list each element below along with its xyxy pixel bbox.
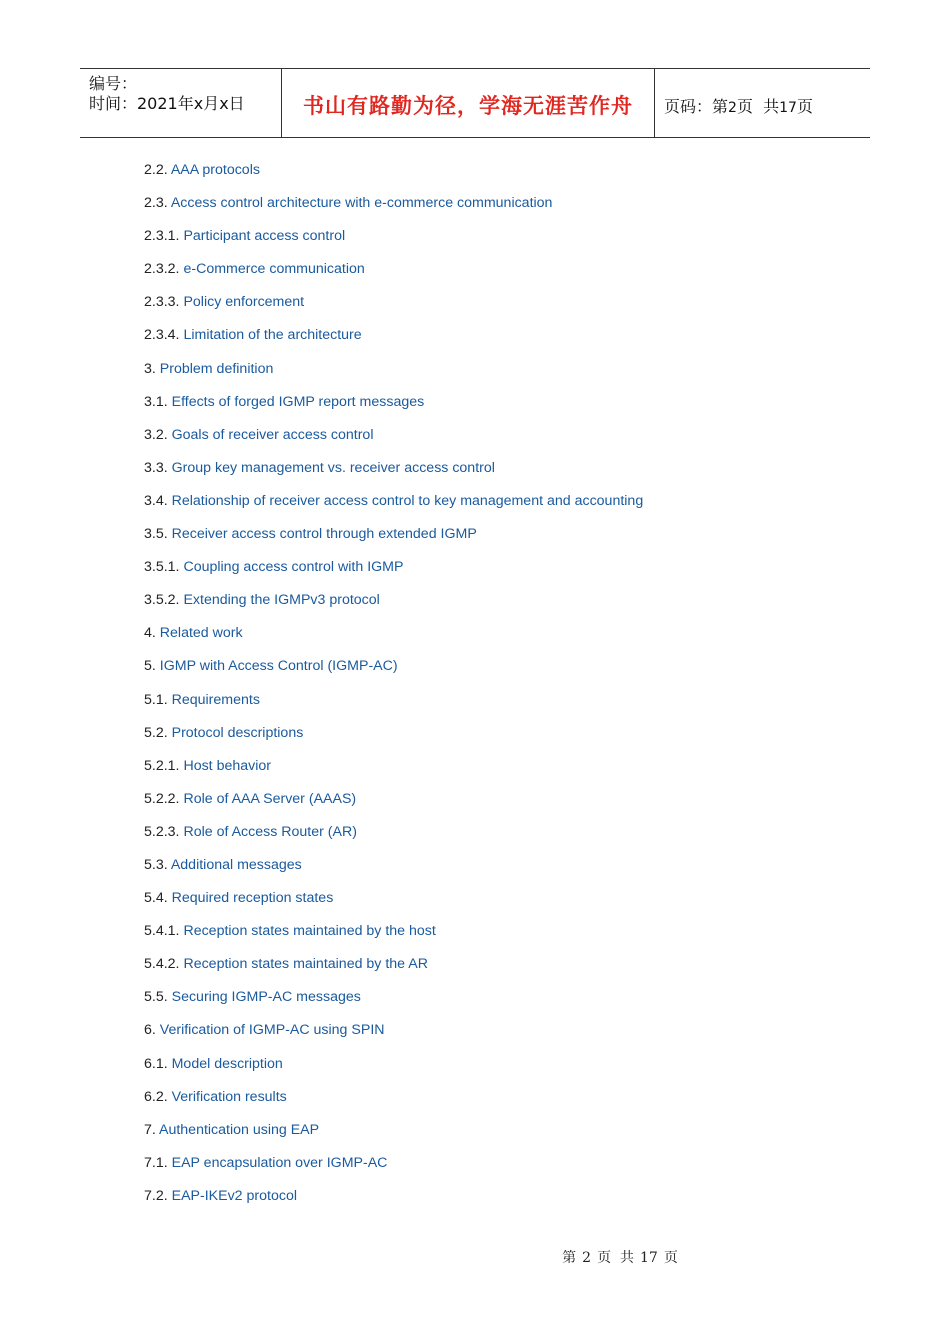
toc-entry-number: 5.3. xyxy=(144,856,171,873)
toc-entry[interactable] xyxy=(144,822,864,855)
footer-prefix: 第 xyxy=(562,1250,577,1266)
toc-entry[interactable] xyxy=(144,590,864,623)
toc-entry[interactable] xyxy=(144,888,864,921)
page-prefix: 页码：第 xyxy=(664,97,729,116)
toc-entry-number: 5.2.1. xyxy=(144,757,184,774)
toc-entry[interactable] xyxy=(144,160,864,193)
toc-entry-number: 7.2. xyxy=(144,1187,172,1204)
toc-entry[interactable] xyxy=(144,1153,864,1186)
toc-entry[interactable] xyxy=(144,1087,864,1120)
header-meta-cell xyxy=(80,69,282,137)
toc-entry-link[interactable]: Reception states maintained by the host xyxy=(183,923,436,940)
toc-entry-number: 3.1. xyxy=(144,393,172,410)
toc-entry[interactable] xyxy=(144,1186,864,1219)
toc-entry-link[interactable]: Access control architecture with e-commerce communication xyxy=(170,195,553,212)
toc-entry-link[interactable]: Verification of IGMP-AC using SPIN xyxy=(159,1022,385,1039)
toc-entry[interactable] xyxy=(144,987,864,1020)
toc-entry-link[interactable]: EAP-IKEv2 protocol xyxy=(171,1187,297,1204)
toc-entry-number: 2.3.4. xyxy=(144,327,184,344)
page-mid: 页 共 xyxy=(736,97,780,116)
toc-entry[interactable] xyxy=(144,1020,864,1053)
toc-entry-link[interactable]: Additional messages xyxy=(170,856,302,873)
toc-entry-link[interactable]: Authentication using EAP xyxy=(159,1121,320,1138)
toc-entry[interactable] xyxy=(144,458,864,491)
toc-entry-link[interactable]: AAA protocols xyxy=(170,162,260,178)
page-header xyxy=(80,68,870,138)
toc-entry-number: 5.4.1. xyxy=(144,923,184,940)
toc-entry-link[interactable]: Related work xyxy=(159,625,243,642)
toc-entry-link[interactable]: Reception states maintained by the AR xyxy=(183,956,428,973)
toc-entry-link[interactable]: Receiver access control through extended IGMP xyxy=(171,526,477,543)
toc-entry-number: 6. xyxy=(144,1022,160,1039)
toc-entry-number: 2.3.2. xyxy=(144,261,184,278)
toc-entry-number: 2.2. xyxy=(144,162,171,178)
toc-entry-number: 5. xyxy=(144,658,160,675)
toc-entry-link[interactable]: Protocol descriptions xyxy=(171,724,304,741)
toc-entry-link[interactable]: EAP encapsulation over IGMP-AC xyxy=(171,1154,388,1171)
toc-entry-number: 5.2.3. xyxy=(144,823,184,840)
toc-entry[interactable] xyxy=(144,557,864,590)
toc-entry[interactable] xyxy=(144,723,864,756)
toc-entry-link[interactable]: Group key management vs. receiver access control xyxy=(171,459,495,476)
toc-entry[interactable] xyxy=(144,359,864,392)
toc-entry-number: 3.5.2. xyxy=(144,592,184,609)
toc-entry[interactable] xyxy=(144,259,864,292)
toc-entry-number: 3.3. xyxy=(144,459,172,476)
toc-entry[interactable] xyxy=(144,954,864,987)
toc-entry[interactable] xyxy=(144,325,864,358)
toc-entry-link[interactable]: e-Commerce communication xyxy=(183,261,365,278)
footer-total: 17 xyxy=(640,1250,658,1266)
toc-entry-number: 2.3. xyxy=(144,195,171,212)
toc-entry[interactable] xyxy=(144,623,864,656)
toc-entry-number: 3.5.1. xyxy=(144,559,184,576)
toc-entry-link[interactable]: Model description xyxy=(171,1055,283,1072)
footer-mid: 页 共 xyxy=(597,1250,634,1266)
toc-entry-link[interactable]: Coupling access control with IGMP xyxy=(183,559,404,576)
toc-entry[interactable] xyxy=(144,491,864,524)
header-motto-cell xyxy=(282,69,655,137)
table-of-contents xyxy=(144,160,864,1219)
toc-entry-number: 2.3.3. xyxy=(144,294,184,311)
toc-entry[interactable] xyxy=(144,425,864,458)
toc-entry-number: 3. xyxy=(144,360,160,377)
toc-entry[interactable] xyxy=(144,1054,864,1087)
toc-entry-number: 3.5. xyxy=(144,526,172,543)
toc-entry-link[interactable]: Limitation of the architecture xyxy=(183,327,362,344)
toc-entry[interactable] xyxy=(144,226,864,259)
footer-suffix: 页 xyxy=(663,1250,678,1266)
page-total: 17 xyxy=(779,100,797,116)
toc-entry-number: 7. xyxy=(144,1121,159,1138)
toc-entry[interactable] xyxy=(144,756,864,789)
toc-entry-number: 5.2. xyxy=(144,724,172,741)
toc-entry-number: 2.3.1. xyxy=(144,228,184,245)
footer-page-num: 2 xyxy=(582,1250,592,1266)
toc-entry[interactable] xyxy=(144,1120,864,1153)
toc-entry[interactable] xyxy=(144,690,864,723)
toc-entry-number: 5.1. xyxy=(144,691,172,708)
toc-entry-number: 6.1. xyxy=(144,1055,172,1072)
toc-entry-link[interactable]: Requirements xyxy=(171,691,260,708)
page-suffix: 页 xyxy=(796,97,813,116)
toc-entry-number: 4. xyxy=(144,625,160,642)
toc-entry-number: 5.2.2. xyxy=(144,790,184,807)
toc-entry[interactable] xyxy=(144,392,864,425)
toc-entry-link[interactable]: Effects of forged IGMP report messages xyxy=(171,393,425,410)
page-footer xyxy=(0,1247,950,1267)
toc-entry-link[interactable]: Goals of receiver access control xyxy=(171,426,374,443)
toc-entry[interactable] xyxy=(144,524,864,557)
toc-entry-link[interactable]: Verification results xyxy=(171,1088,287,1105)
code-label: 编号： xyxy=(89,74,138,93)
toc-entry-number: 7.1. xyxy=(144,1154,172,1171)
toc-entry-link[interactable]: Problem definition xyxy=(159,360,274,377)
toc-entry-number: 5.4.2. xyxy=(144,956,184,973)
toc-entry-number: 5.5. xyxy=(144,989,172,1006)
toc-entry-link[interactable]: Relationship of receiver access control to key management and accounting xyxy=(171,492,644,509)
toc-entry-link[interactable]: Policy enforcement xyxy=(183,294,305,311)
toc-entry[interactable] xyxy=(144,855,864,888)
toc-entry[interactable] xyxy=(144,292,864,325)
header-page-number xyxy=(664,94,813,117)
toc-entry[interactable] xyxy=(144,656,864,689)
toc-entry-link[interactable]: Participant access control xyxy=(183,228,346,245)
toc-entry[interactable] xyxy=(144,193,864,226)
toc-entry-link[interactable]: IGMP with Access Control (IGMP-AC) xyxy=(159,658,398,675)
toc-entry-link[interactable]: Role of Access Router (AR) xyxy=(183,823,357,840)
toc-entry-number: 6.2. xyxy=(144,1088,172,1105)
toc-entry-link[interactable]: Securing IGMP-AC messages xyxy=(171,989,361,1006)
toc-entry-link[interactable]: Extending the IGMPv3 protocol xyxy=(183,592,380,609)
toc-entry-number: 3.4. xyxy=(144,492,172,509)
date-line: 时间：2021年x月x日 xyxy=(89,94,245,113)
toc-entry-number: 3.2. xyxy=(144,426,172,443)
toc-entry-link[interactable]: Required reception states xyxy=(171,890,334,907)
toc-entry-link[interactable]: Host behavior xyxy=(183,757,271,774)
toc-entry[interactable] xyxy=(144,921,864,954)
page-num: 2 xyxy=(728,100,737,116)
toc-entry-number: 5.4. xyxy=(144,890,172,907)
toc-entry-link[interactable]: Role of AAA Server (AAAS) xyxy=(183,790,357,807)
toc-entry[interactable] xyxy=(144,789,864,822)
header-page-cell xyxy=(655,69,870,137)
motto-text: 书山有路勤为径，学海无涯苦作舟 xyxy=(303,93,633,118)
